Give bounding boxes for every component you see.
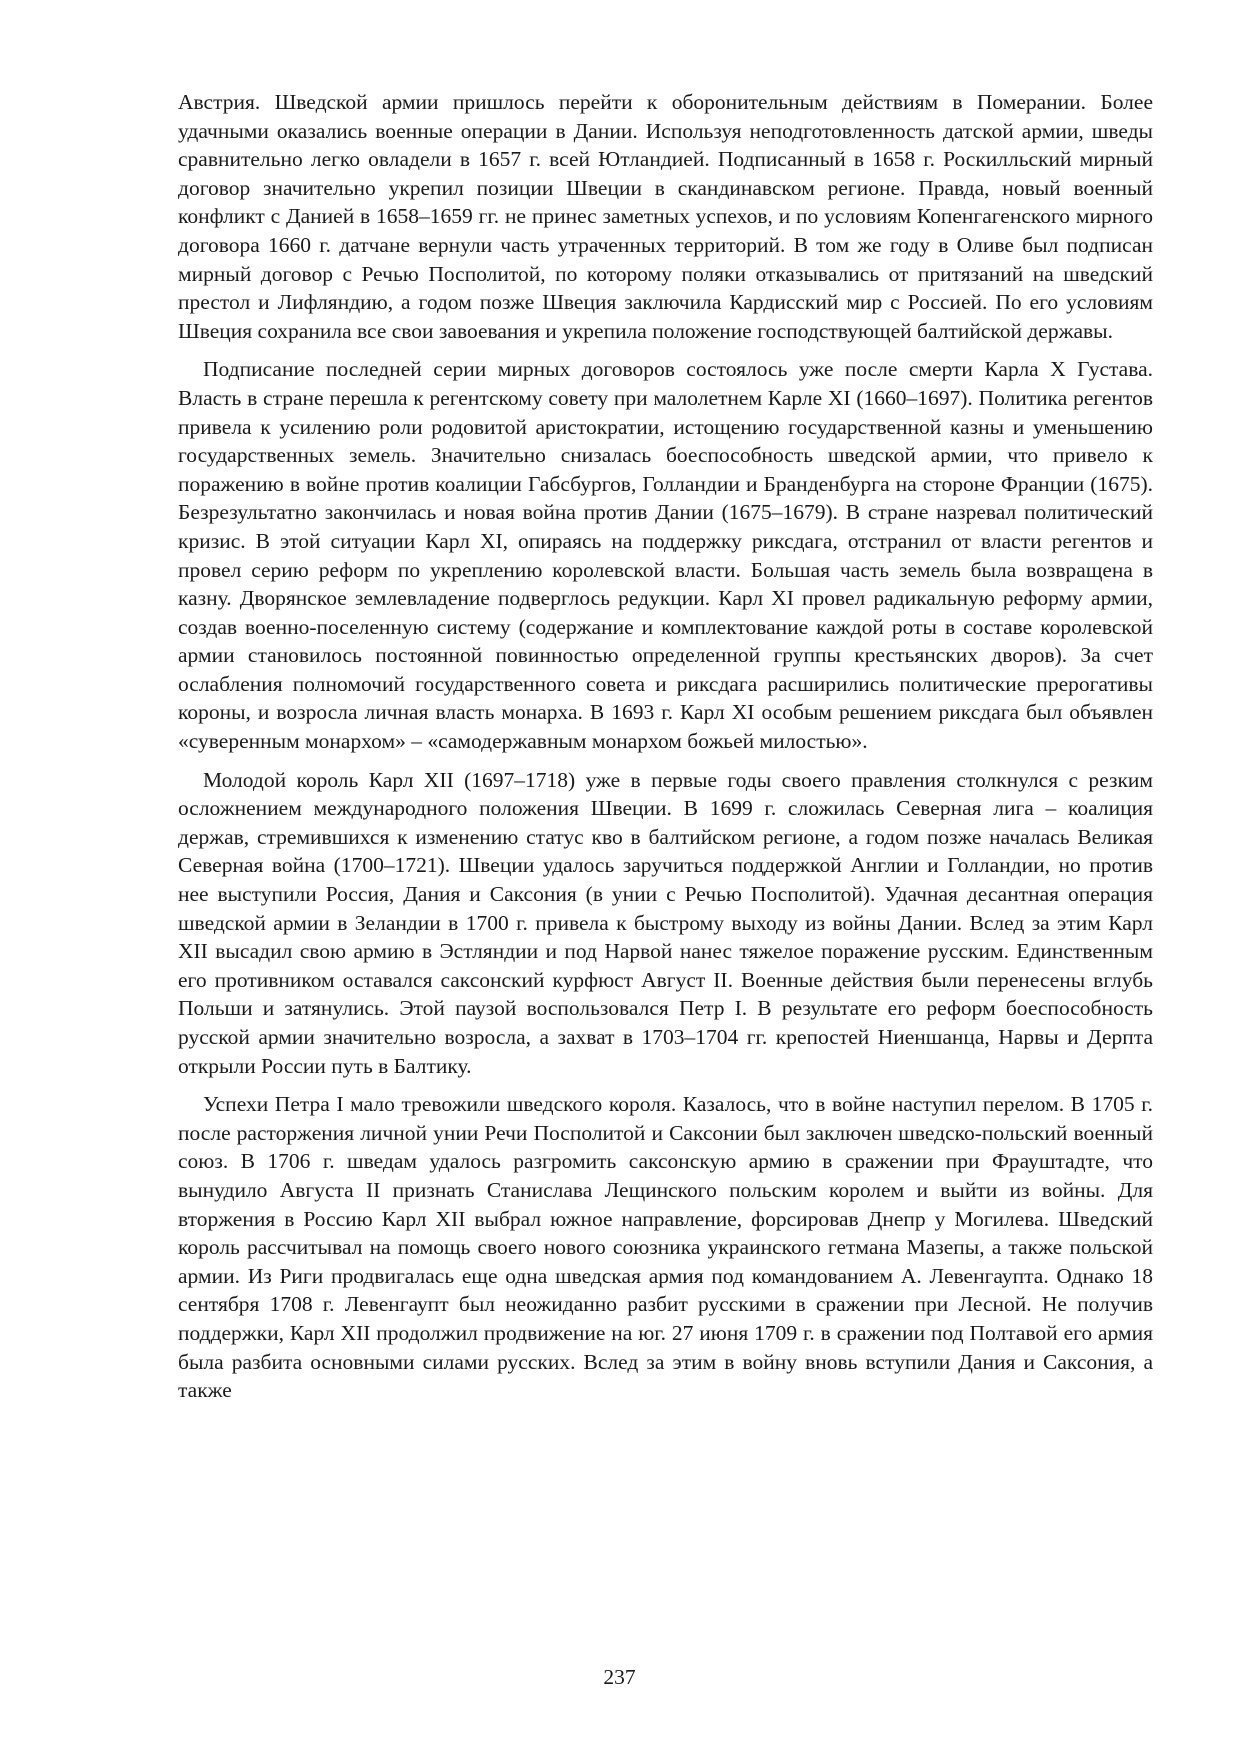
document-body	[178, 88, 1153, 1415]
paragraph-2: Подписание последней серии мирных договоров состоялось уже после смерти Карла X Густава. Власть в стране перешла к регентскому совету при малолетнем Карле XI (1660–1697). Политика регентов привела к усилению роли родовитой аристократии, истощению государственной казны и уменьшению государственных земель. Значительно снизалась боеспособность шведской армии, что привело к поражению в войне против коалиции Габсбургов, Голландии и Бранденбурга на стороне Франции (1675). Безрезультатно закончилась и новая война против Дании (1675–1679). В стране назревал политический кризис. В этой ситуации Карл XI, опираясь на поддержку риксдага, отстранил от власти регентов и провел серию реформ по укреплению королевской власти. Большая часть земель была возвращена в казну. Дворянское землевладение подверглось редукции. Карл XI провел радикальную реформу армии, создав военно-поселенную систему (содержание и комплектование каждой роты в составе королевской армии становилось постоянной повинностью определенной группы крестьянских дворов). За счет ослабления полномочий государственного совета и риксдага расширились политические прерогативы короны, и возросла личная власть монарха. В 1693 г. Карл XI особым решением риксдага был объявлен «суверенным монархом» – «самодержавным монархом божьей милостью».	[178, 357, 1153, 754]
paragraph-4: Успехи Петра I мало тревожили шведского короля. Казалось, что в войне наступил перелом. В 1705 г. после расторжения личной унии Речи Посполитой и Саксонии был заключен шведско-польский военный союз. В 1706 г. шведам удалось разгромить саксонскую армию в сражении при Фрауштадте, что вынудило Августа II признать Станислава Лещинского польским королем и выйти из войны. Для вторжения в Россию Карл XII выбрал южное направление, форсировав Днепр у Могилева. Шведский король рассчитывал на помощь своего нового союзника украинского гетмана Мазепы, а также польской армии. Из Риги продвигалась еще одна шведская армия под командованием А. Левенгаупта. Однако 18 сентября 1708 г. Левенгаупт был неожиданно разбит русскими в сражении при Лесной. Не получив поддержки, Карл XII продолжил продвижение на юг. 27 июня 1709 г. в сражении под Полтавой его армия была разбита основными силами русских. Вслед за этим в войну вновь вступили Дания и Саксония, а также	[178, 1092, 1153, 1403]
paragraph-3: Молодой король Карл XII (1697–1718) уже в первые годы своего правления столкнулся с резким осложнением международного положения Швеции. В 1699 г. сложилась Северная лига – коалиция держав, стремившихся к изменению статус кво в балтийском регионе, а годом позже началась Великая Северная война (1700–1721). Швеции удалось заручиться поддержкой Англии и Голландии, но против нее выступили Россия, Дания и Саксония (в унии с Речью Посполитой). Удачная десантная операция шведской армии в Зеландии в 1700 г. привела к быстрому выходу из войны Дании. Вслед за этим Карл XII высадил свою армию в Эстляндии и под Нарвой нанес тяжелое поражение русским. Единственным его противником оставался саксонский курфюст Август II. Военные действия были перенесены вглубь Польши и затянулись. Этой паузой воспользовался Петр I. В результате его реформ боеспособность русской армии значительно возросла, а захват в 1703–1704 гг. крепостей Ниеншанца, Нарвы и Дерпта открыли России путь в Балтику.	[178, 767, 1153, 1078]
page-number: 237	[603, 1665, 636, 1689]
paragraph-1: Австрия. Шведской армии пришлось перейти к оборонительным действиям в Померании. Более удачными оказались военные операции в Дании. Используя неподготовленность датской армии, шведы сравнительно легко овладели в 1657 г. всей Ютландией. Подписанный в 1658 г. Роскилльский мирный договор значительно укрепил позиции Швеции в скандинавском регионе. Правда, новый военный конфликт с Данией в 1658–1659 гг. не принес заметных успехов, и по условиям Копенгагенского мирного договора 1660 г. датчане вернули часть утраченных территорий. В том же году в Оливе был подписан мирный договор с Речью Посполитой, по которому поляки отказывались от притязаний на шведский престол и Лифляндию, а годом позже Швеция заключила Кардисский мир с Россией. По его условиям Швеция сохранила все свои завоевания и укрепила положение господствующей балтийской державы.	[178, 90, 1153, 343]
